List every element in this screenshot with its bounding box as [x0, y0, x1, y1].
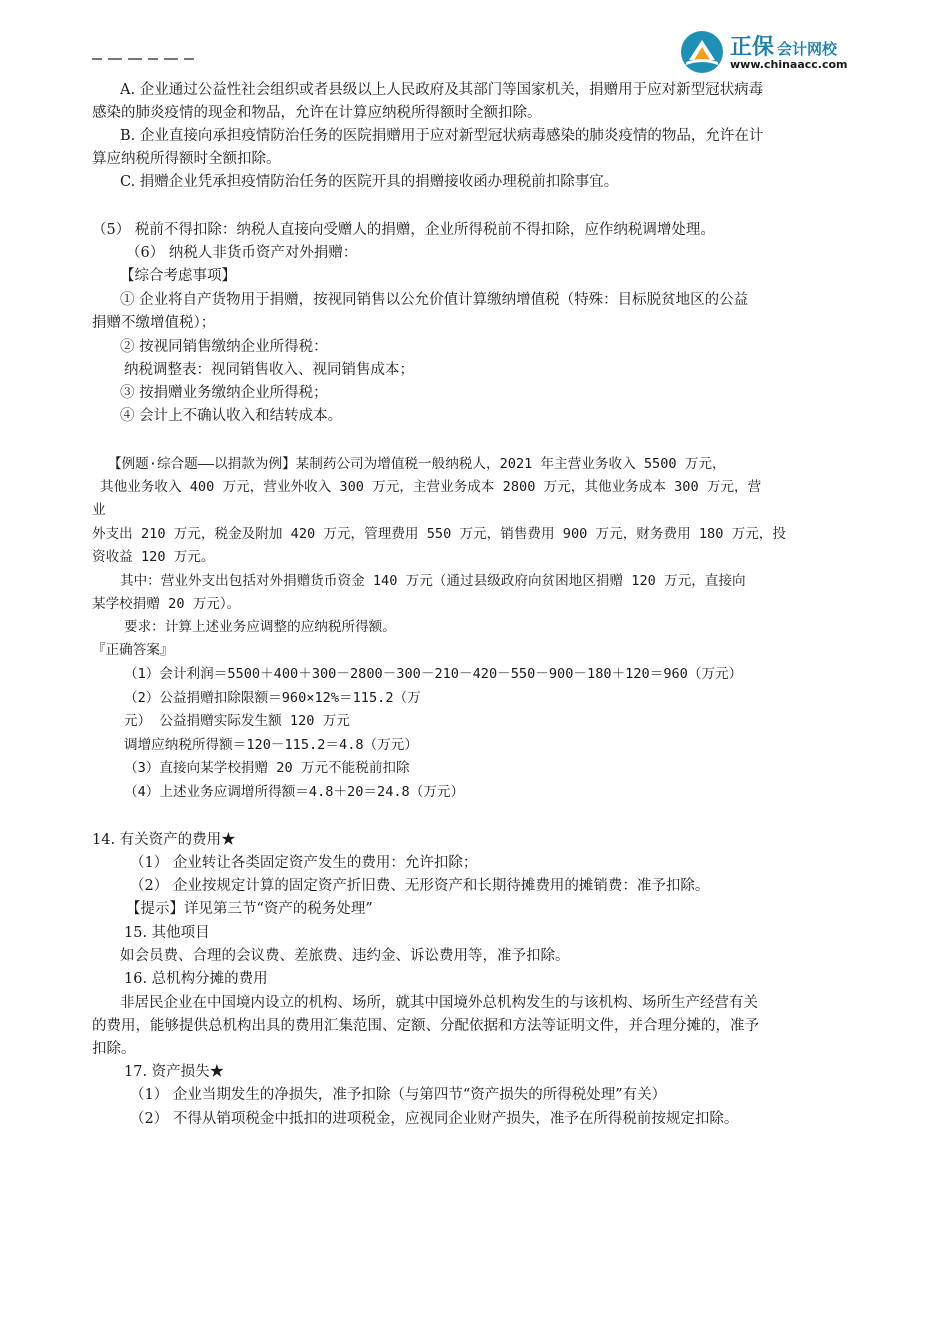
example-line: 其他业务收入 400 万元，营业外收入 300 万元，主营业务成本 2800 万元，其他业务成本 300 万元，营 [100, 479, 762, 495]
brand-logo[interactable] [680, 28, 880, 76]
answer-line: （2）公益捐赠扣除限额＝960×12%＝115.2（万 [124, 690, 421, 706]
para-line: ④ 会计上不确认收入和结转成本。 [120, 408, 343, 424]
example-line: 资收益 120 万元。 [92, 549, 215, 565]
section-heading: 15. 其他项目 [124, 925, 210, 941]
para-line: （5） 税前不得扣除：纳税人直接向受赠人的捐赠，企业所得税前不得扣除，应作纳税调增处理。 [92, 222, 715, 238]
section-heading: 17. 资产损失★ [124, 1064, 225, 1080]
example-line: 要求：计算上述业务应调整的应纳税所得额。 [124, 619, 396, 635]
answer-heading: 『正确答案』 [92, 642, 174, 658]
para-line: 【提示】详见第三节“资产的税务处理” [126, 901, 373, 917]
section-heading: 14. 有关资产的费用★ [92, 832, 236, 848]
example-line: 业 [92, 502, 106, 518]
answer-line: （3）直接向某学校捐赠 20 万元不能税前扣除 [124, 760, 410, 776]
para-line: A. 企业通过公益性社会组织或者县级以上人民政府及其部门等国家机关，捐赠用于应对新型冠状病毒 [120, 82, 764, 98]
para-line: 算应纳税所得额时全额扣除。 [92, 151, 281, 167]
example-line: 某学校捐赠 20 万元）。 [92, 596, 241, 612]
para-line: C. 捐赠企业凭承担疫情防治任务的医院开具的捐赠接收函办理税前扣除事宜。 [120, 174, 619, 190]
section-heading: 16. 总机构分摊的费用 [124, 971, 268, 987]
para-line: 如会员费、合理的会议费、差旅费、违约金、诉讼费用等，准予扣除。 [120, 948, 570, 964]
para-line: （1） 企业转让各类固定资产发生的费用：允许扣除； [130, 855, 478, 871]
para-line: 【综合考虑事项】 [120, 268, 236, 284]
para-line: 非居民企业在中国境内设立的机构、场所，就其中国境外总机构发生的与该机构、场所生产经营有关 [120, 995, 758, 1011]
clipped-top-text [92, 58, 222, 64]
logo-url: www.chinaacc.com [730, 58, 848, 71]
para-line: 纳税调整表：视同销售收入、视同销售成本； [124, 362, 414, 378]
para-line: （2） 不得从销项税金中抵扣的进项税金，应视同企业财产损失，准予在所得税前按规定扣除。 [130, 1111, 739, 1127]
example-line: 【例题·综合题——以捐款为例】某制药公司为增值税一般纳税人，2021 年主营业务收入 5500 万元， [108, 456, 726, 472]
answer-line: 调增应纳税所得额＝120－115.2＝4.8（万元） [124, 737, 418, 753]
brand-main: 正保 [730, 35, 775, 60]
para-line: 感染的肺炎疫情的现金和物品，允许在计算应纳税所得额时全额扣除。 [92, 105, 542, 121]
brand-sub: 会计网校 [777, 40, 838, 58]
logo-emblem-icon [680, 30, 724, 74]
para-line: （2） 企业按规定计算的固定资产折旧费、无形资产和长期待摊费用的摊销费：准予扣除。 [130, 878, 710, 894]
para-line: ② 按视同销售缴纳企业所得税： [120, 339, 328, 355]
para-line: 的费用，能够提供总机构出具的费用汇集范围、定额、分配依据和方法等证明文件，并合理分摊的，准予 [92, 1018, 759, 1034]
example-line: 外支出 210 万元，税金及附加 420 万元，管理费用 550 万元，销售费用 900 万元，财务费用 180 万元，投 [92, 526, 786, 542]
para-line: （1） 企业当期发生的净损失，准予扣除（与第四节“资产损失的所得税处理”有关） [130, 1087, 667, 1103]
logo-brand-text [730, 30, 837, 61]
answer-line: （4）上述业务应调增所得额＝4.8＋20＝24.8（万元） [124, 784, 465, 800]
answer-line: （1）会计利润＝5500＋400＋300－2800－300－210－420－550－900－180＋120＝960（万元） [124, 666, 743, 682]
para-line: ③ 按捐赠业务缴纳企业所得税； [120, 385, 328, 401]
example-line: 其中：营业外支出包括对外捐赠货币资金 140 万元（通过县级政府向贫困地区捐赠 120 万元，直接向 [120, 573, 746, 589]
para-line: ① 企业将自产货物用于捐赠，按视同销售以公允价值计算缴纳增值税（特殊：目标脱贫地区的公益 [120, 292, 749, 308]
answer-line: 元） 公益捐赠实际发生额 120 万元 [124, 713, 350, 729]
para-line: B. 企业直接向承担疫情防治任务的医院捐赠用于应对新型冠状病毒感染的肺炎疫情的物品，允许在计 [120, 128, 764, 144]
para-line: 扣除。 [92, 1041, 136, 1057]
para-line: 捐赠不缴增值税）； [92, 315, 216, 331]
para-line: （6） 纳税人非货币资产对外捐赠： [126, 245, 358, 261]
